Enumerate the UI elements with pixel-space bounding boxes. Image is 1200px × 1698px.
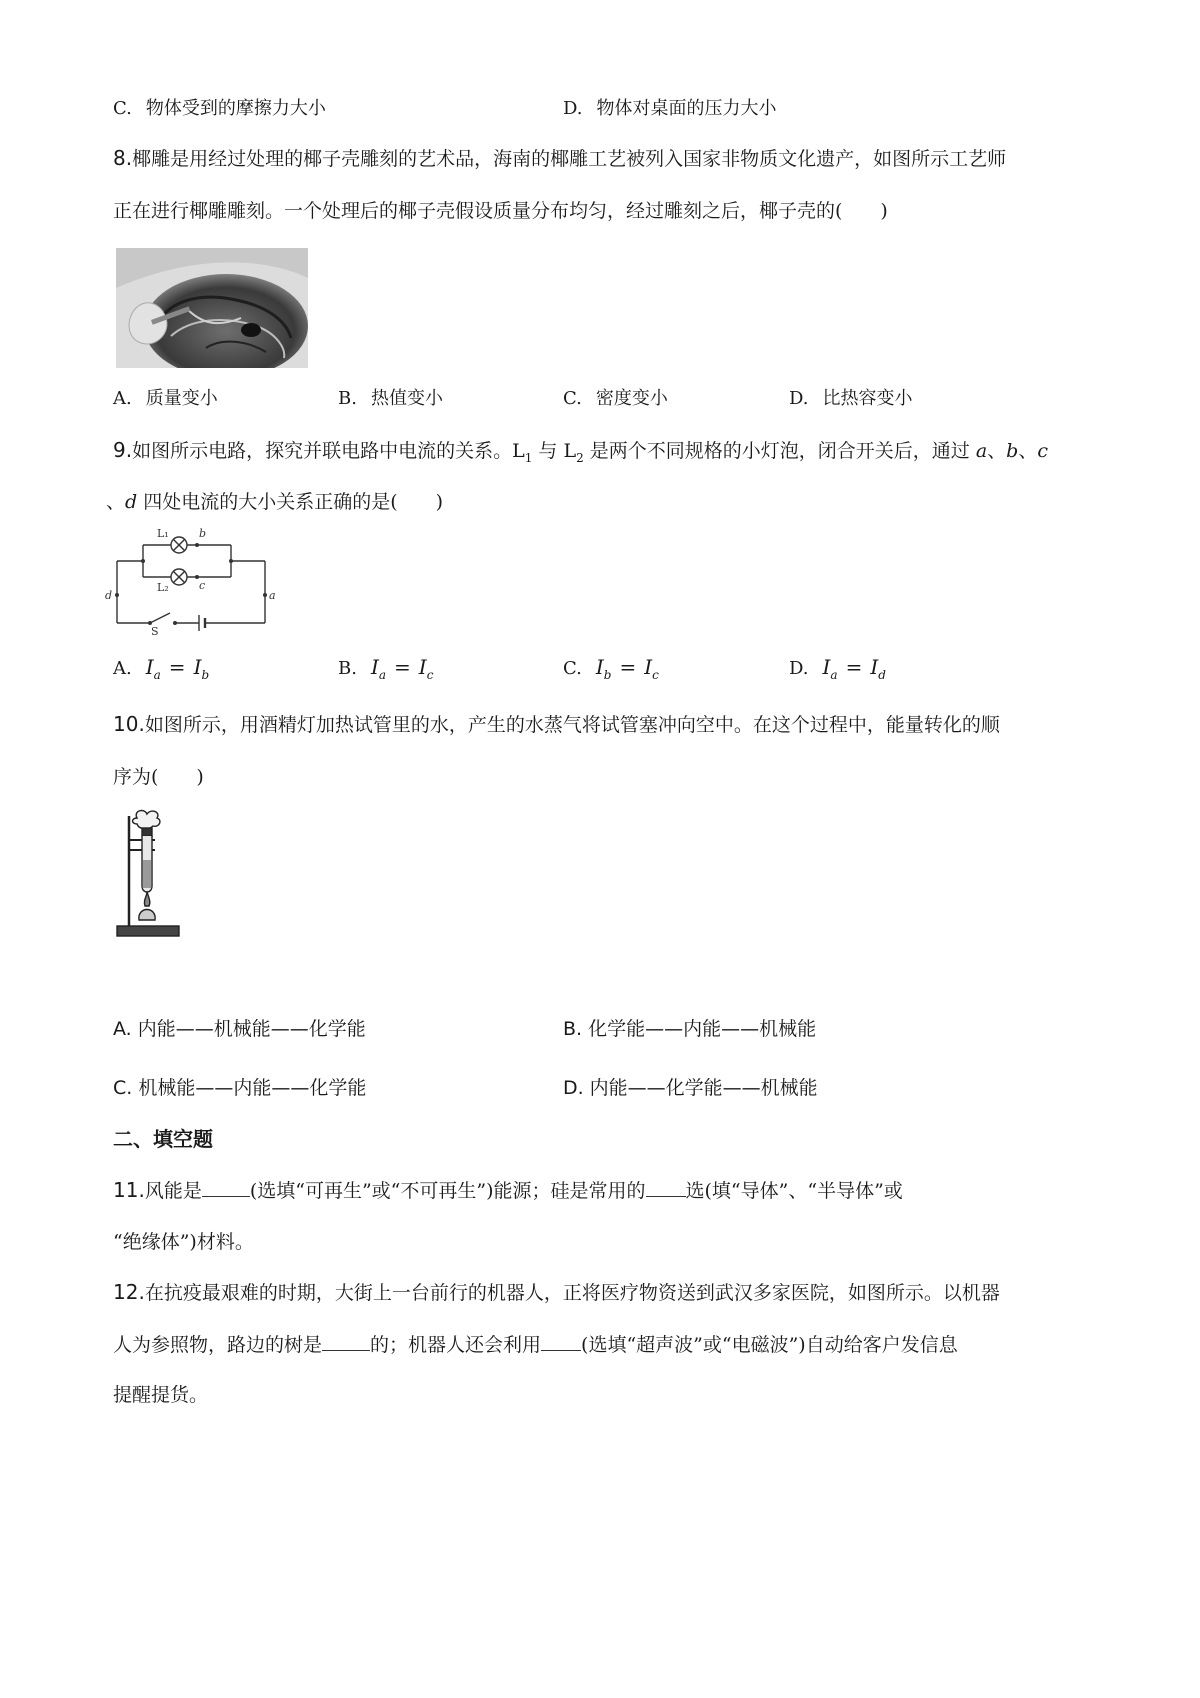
question-text: 选(填“导体”、“半导体”或 [685, 1180, 903, 1202]
q8-option-c[interactable] [563, 386, 668, 412]
point-b: b [1006, 440, 1019, 462]
option-letter: C. [563, 658, 582, 679]
question-number: 8. [113, 146, 133, 170]
q8-option-d[interactable] [789, 386, 913, 412]
point-c: c [1037, 440, 1049, 462]
option-text: 密度变小 [595, 388, 668, 409]
option-text: 物体对桌面的压力大小 [596, 98, 777, 119]
option-letter: B. [338, 388, 357, 409]
equation: $I_a = I_d$ [822, 655, 886, 682]
q7-option-d[interactable] [563, 96, 777, 122]
lamp-label: $L_2$ [563, 440, 584, 465]
question-number: 11. [113, 1178, 145, 1202]
connector-text: 与 [532, 440, 564, 462]
option-text: 化学能——内能——机械能 [588, 1018, 817, 1040]
equation: $I_b = I_c$ [595, 655, 659, 682]
label-l2: L₂ [157, 581, 169, 594]
question-text: 风能是 [144, 1180, 202, 1202]
label-c: c [199, 579, 206, 592]
question-number: 12. [113, 1280, 145, 1304]
q8-line-1 [113, 145, 1006, 172]
option-text: 热值变小 [370, 388, 443, 409]
q10-option-c[interactable] [113, 1075, 366, 1101]
q10-option-a[interactable] [113, 1016, 366, 1042]
question-text: (选填“可再生”或“不可再生”)能源；硅是常用的 [249, 1180, 646, 1202]
q9-line-2 [106, 489, 443, 515]
question-text: “绝缘体”)材料。 [113, 1231, 254, 1253]
separator: 、 [1018, 440, 1038, 462]
option-letter: D. [563, 98, 583, 119]
label-switch: S [151, 625, 159, 637]
answer-blank-1[interactable] [322, 1332, 370, 1351]
option-text: 内能——化学能——机械能 [589, 1077, 818, 1099]
separator: 、 [106, 491, 126, 513]
option-letter: D. [789, 658, 809, 679]
q7-option-c[interactable] [113, 96, 326, 122]
q9-option-c[interactable] [563, 654, 659, 688]
q8-option-a[interactable] [113, 386, 218, 412]
option-letter: A. [113, 658, 132, 679]
q9-option-a[interactable] [113, 654, 209, 688]
option-text: 内能——机械能——化学能 [137, 1018, 366, 1040]
option-letter: D. [789, 388, 809, 409]
equation: $I_a = I_c$ [370, 655, 434, 682]
q8-line-2 [113, 198, 888, 224]
equation: $I_a = I_b$ [145, 655, 210, 682]
parallel-circuit-diagram [105, 525, 285, 637]
q9-option-b[interactable] [338, 654, 433, 688]
question-text: 序为( ) [113, 766, 204, 788]
question-text: 如图所示电路，探究并联电路中电流的关系。 [132, 440, 513, 462]
q10-line-1 [113, 711, 1000, 738]
q12-line-2 [113, 1332, 958, 1358]
q10-line-2 [113, 764, 204, 790]
option-letter: C. [563, 388, 582, 409]
question-number: 10. [113, 712, 145, 736]
question-text: 椰雕是用经过处理的椰子壳雕刻的艺术品，海南的椰雕工艺被列入国家非物质文化遗产，如图所示工艺师 [132, 148, 1007, 170]
point-d: d [125, 491, 138, 513]
point-a: a [975, 440, 988, 462]
answer-blank-2[interactable] [646, 1178, 686, 1197]
option-text: 质量变小 [145, 388, 218, 409]
label-l1: L₁ [157, 527, 169, 540]
option-letter: A. [113, 1018, 132, 1040]
label-d: d [105, 589, 113, 602]
q9-option-d[interactable] [789, 654, 886, 688]
section-heading: 二、填空题 [113, 1127, 213, 1151]
option-letter: C. [113, 1077, 133, 1099]
answer-blank-2[interactable] [541, 1332, 581, 1351]
question-text: (选填“超声波”或“电磁波”)自动给客户发信息 [581, 1334, 958, 1356]
question-number: 9. [113, 438, 133, 462]
option-text: 物体受到的摩擦力大小 [145, 98, 326, 119]
q12-line-1 [113, 1279, 1000, 1306]
answer-blank-1[interactable] [202, 1178, 250, 1197]
option-letter: B. [563, 1018, 583, 1040]
q8-option-b[interactable] [338, 386, 443, 412]
q12-line-3 [113, 1382, 208, 1408]
question-text: 提醒提货。 [113, 1384, 209, 1406]
question-text: 如图所示，用酒精灯加热试管里的水，产生的水蒸气将试管塞冲向空中。在这个过程中，能量转化的顺 [144, 714, 1000, 736]
separator: 、 [987, 440, 1007, 462]
option-text: 比热容变小 [822, 388, 913, 409]
question-text: 四处电流的大小关系正确的是( ) [137, 491, 444, 513]
coconut-carving-photo [116, 248, 308, 368]
q10-option-b[interactable] [563, 1016, 816, 1042]
label-a: a [269, 589, 276, 602]
question-text: 人为参照物，路边的树是 [113, 1334, 323, 1356]
q11-line-2 [113, 1229, 254, 1255]
q9-line-1 [113, 437, 1048, 471]
question-text: 正在进行椰雕雕刻。一个处理后的椰子壳假设质量分布均匀，经过雕刻之后，椰子壳的( ) [113, 200, 888, 222]
question-text: 是两个不同规格的小灯泡，闭合开关后，通过 [583, 440, 976, 462]
option-letter: D. [563, 1077, 584, 1099]
option-text: 机械能——内能——化学能 [138, 1077, 367, 1099]
question-text: 在抗疫最艰难的时期，大街上一台前行的机器人，正将医疗物资送到武汉多家医院，如图所示。以机器 [144, 1282, 1000, 1304]
label-b: b [199, 527, 207, 540]
option-letter: B. [338, 658, 357, 679]
lamp-label: $L_1$ [512, 440, 533, 465]
question-text: 的；机器人还会利用 [370, 1334, 542, 1356]
test-tube-experiment-figure [115, 808, 185, 940]
q11-line-1 [113, 1177, 903, 1204]
q10-option-d[interactable] [563, 1075, 818, 1101]
option-letter: C. [113, 98, 132, 119]
option-letter: A. [113, 388, 132, 409]
